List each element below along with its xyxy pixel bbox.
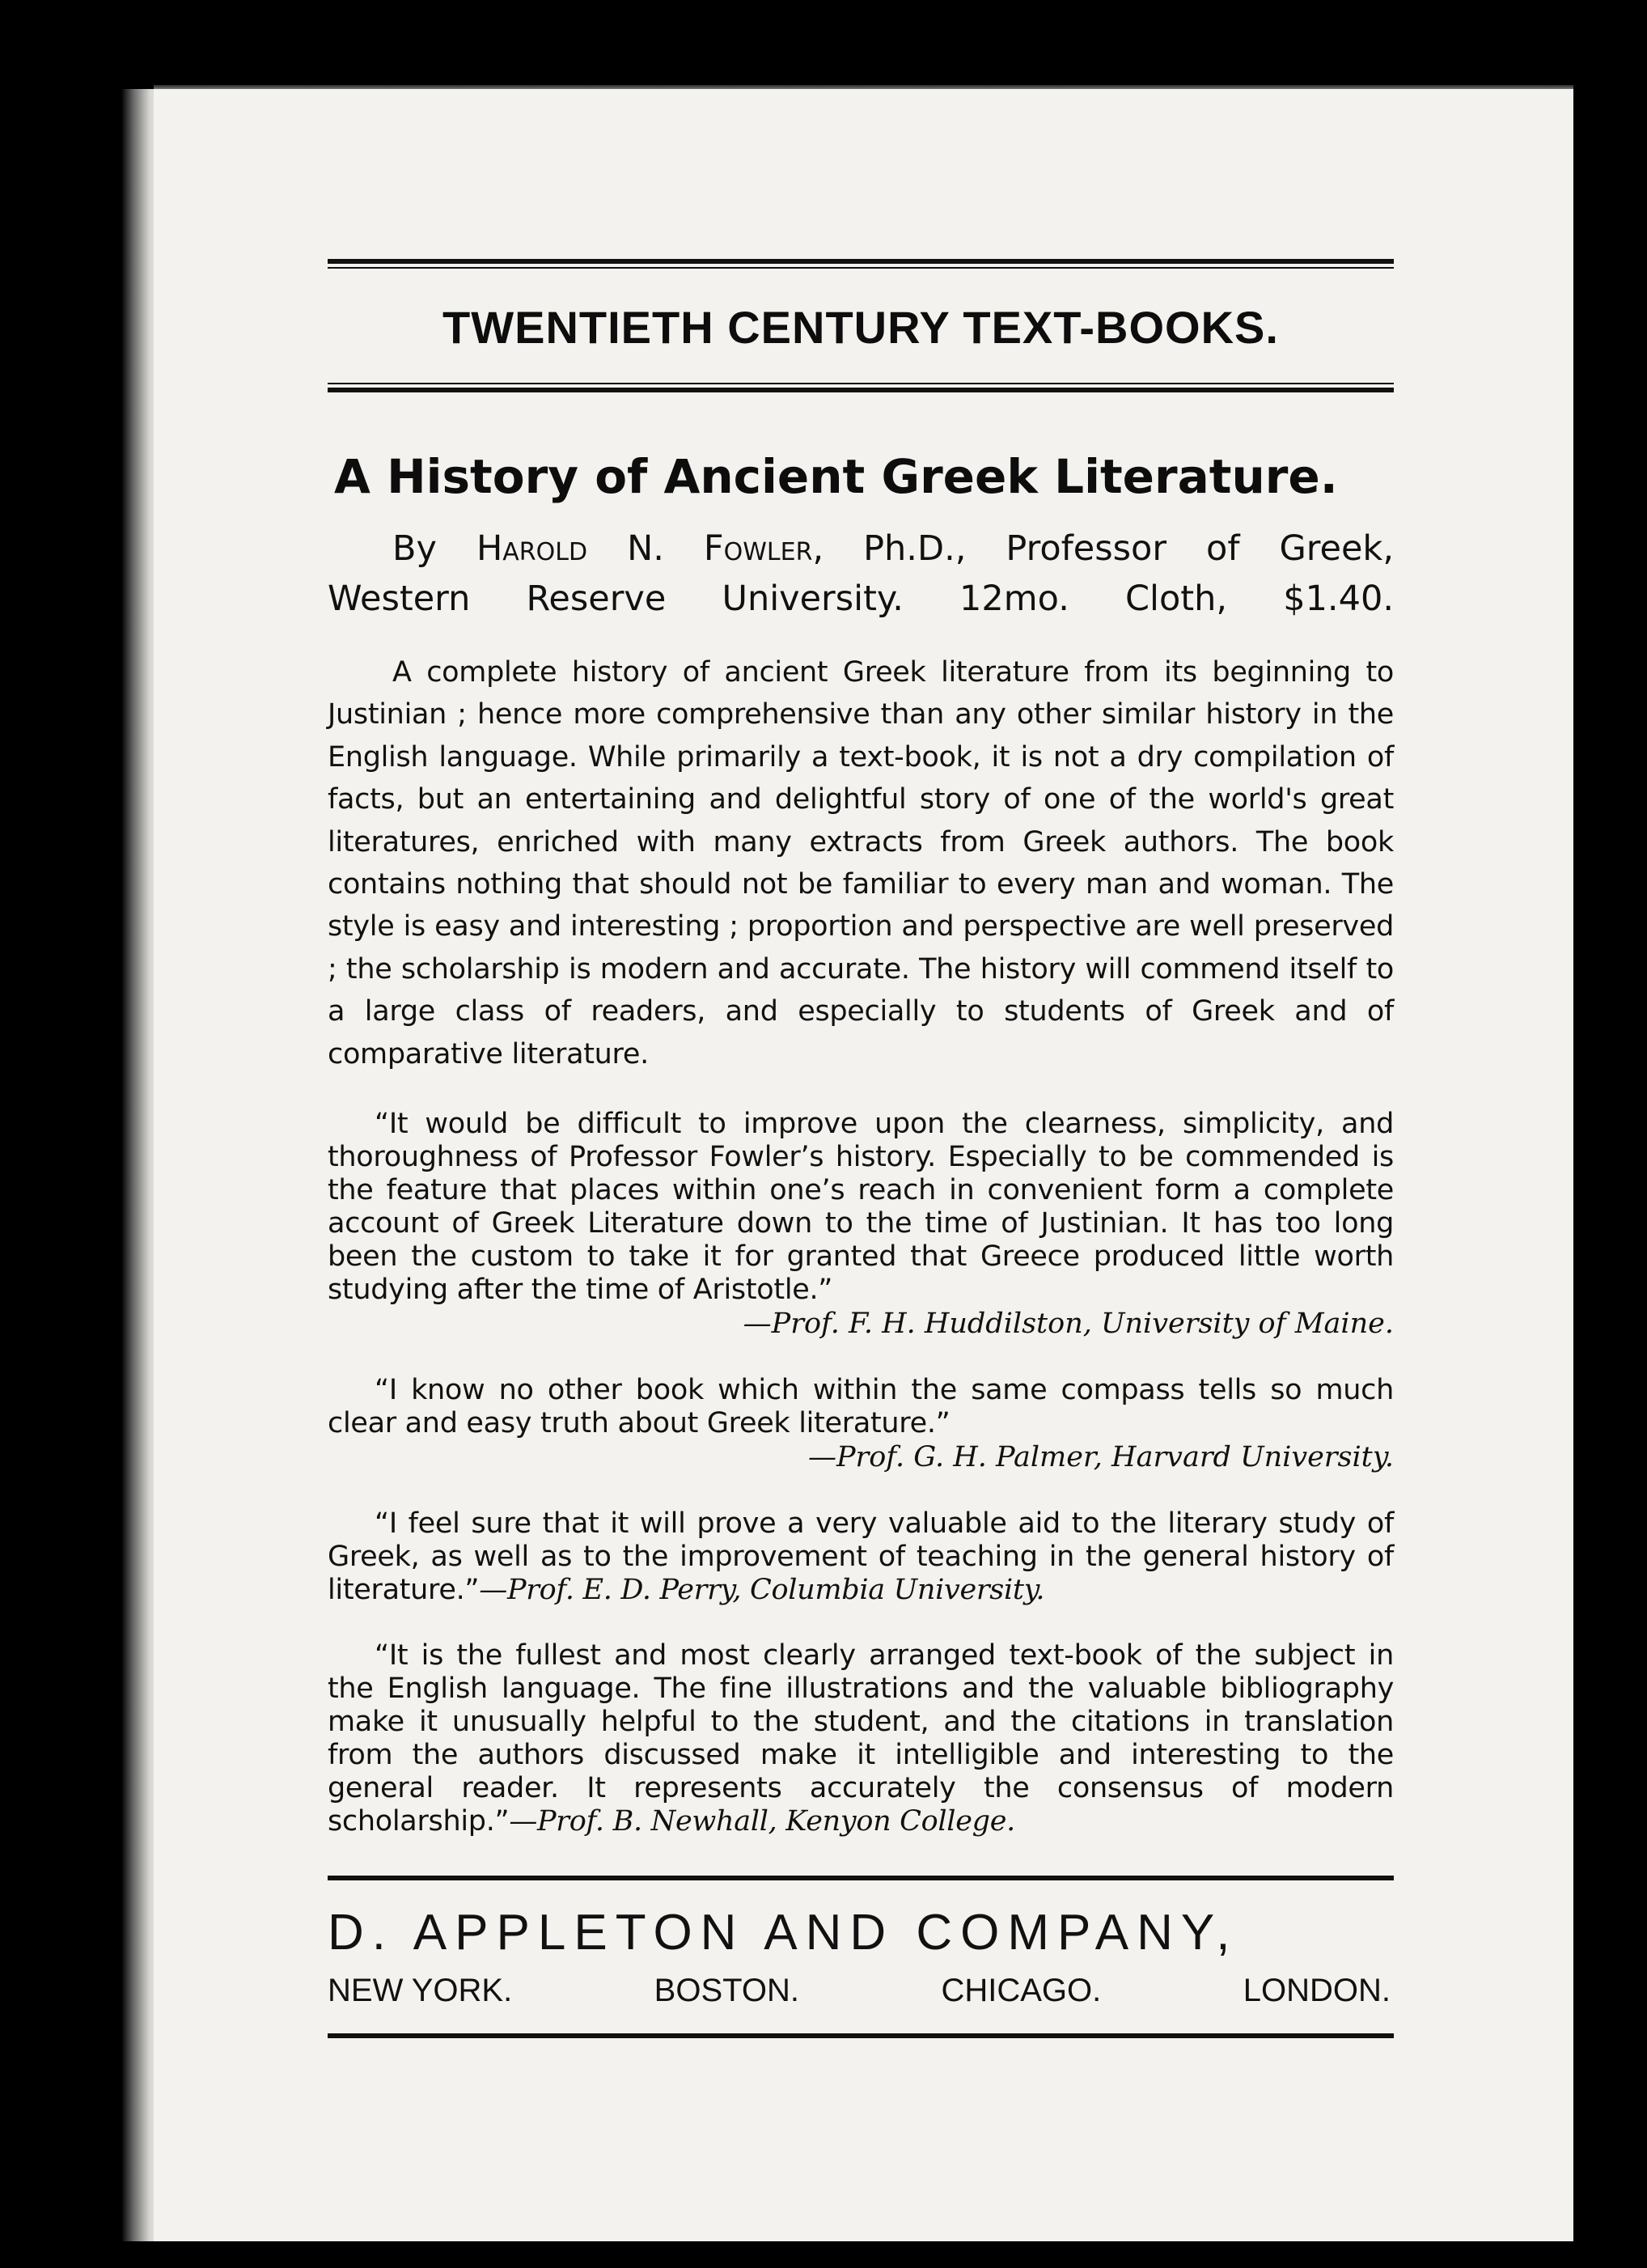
quote-attribution: —Prof. G. H. Palmer, Harvard University. (807, 1441, 1394, 1474)
book-gutter-shadow (0, 89, 170, 2241)
quote-attribution: —Prof. F. H. Huddilston, University of Maine. (743, 1308, 1394, 1341)
byline-credentials: , Ph.D., Professor of Greek, (812, 528, 1394, 569)
city-new-york: NEW YORK. (328, 1973, 513, 2009)
quote-attribution: —Prof. E. D. Perry, Columbia University. (479, 1574, 1045, 1607)
publisher-top-rule (328, 1876, 1394, 1880)
header-double-rule (328, 383, 1394, 392)
city-chicago: CHICAGO. (941, 1973, 1102, 2009)
book-title: A History of Ancient Greek Literature. (334, 449, 1338, 504)
review-quote (328, 1639, 1394, 1838)
bottom-rule (328, 2033, 1394, 2038)
quote-text: “I feel sure that it will prove a very valuable aid to the literary study of Greek, as well as to the improvement of teaching in the general history of literature.” (328, 1507, 1394, 1607)
review-quote: “I know no other book which within the same compass tells so much clear and easy truth about Greek literature.” (328, 1374, 1394, 1440)
review-quote (328, 1507, 1394, 1607)
quote-text: “It is the fullest and most clearly arranged text-book of the subject in the English language. The fine illustrations and the valuable bibliography make it unusually helpful to the student, and the citations in translation from the authors discussed make it intelligible and interesting to the general reader. It represents accurately the consensus of modern scholarship.” (328, 1639, 1394, 1838)
byline-publication-details: Western Reserve University. 12mo. Cloth, $1.40. (328, 579, 1394, 619)
publisher-cities (328, 1973, 1394, 2009)
publisher-name: D. APPLETON AND COMPANY, (328, 1905, 1238, 1961)
byline-by: By (392, 528, 437, 569)
advertisement-content (328, 259, 1394, 2038)
book-description: A complete history of ancient Greek literature from its beginning to Justinian ; hence more comprehensive than any other similar history in the English language. While primarily a text-book, it is not a dry compilation of facts, but an entertaining and delightful story of one of the world's great literatures, enriched with many extracts from Greek authors. The book contains nothing that should not be familiar to every man and woman. The style is easy and interesting ; proportion and perspective are well preserved ; the scholarship is modern and accurate. The history will commend itself to a large class of readers, and especially to students of Greek and of comparative literature. (328, 656, 1394, 1070)
city-london: LONDON. (1243, 1973, 1391, 2009)
byline (328, 524, 1394, 574)
top-double-rule (328, 259, 1394, 269)
city-boston: BOSTON. (654, 1973, 799, 2009)
review-quote: “It would be difficult to improve upon the clearness, simplicity, and thoroughness of Professor Fowler’s history. Especially to be commended is the feature that places within one’s reach in convenient form a complete account of Greek Literature down to the time of Justinian. It has too long been the custom to take it for granted that Greece produced little worth studying after the time of Aristotle.” (328, 1108, 1394, 1307)
quote-attribution: —Prof. B. Newhall, Kenyon College. (509, 1805, 1015, 1838)
author-name: Harold N. Fowler (476, 528, 813, 569)
series-title: TWENTIETH CENTURY TEXT-BOOKS. (442, 302, 1279, 353)
